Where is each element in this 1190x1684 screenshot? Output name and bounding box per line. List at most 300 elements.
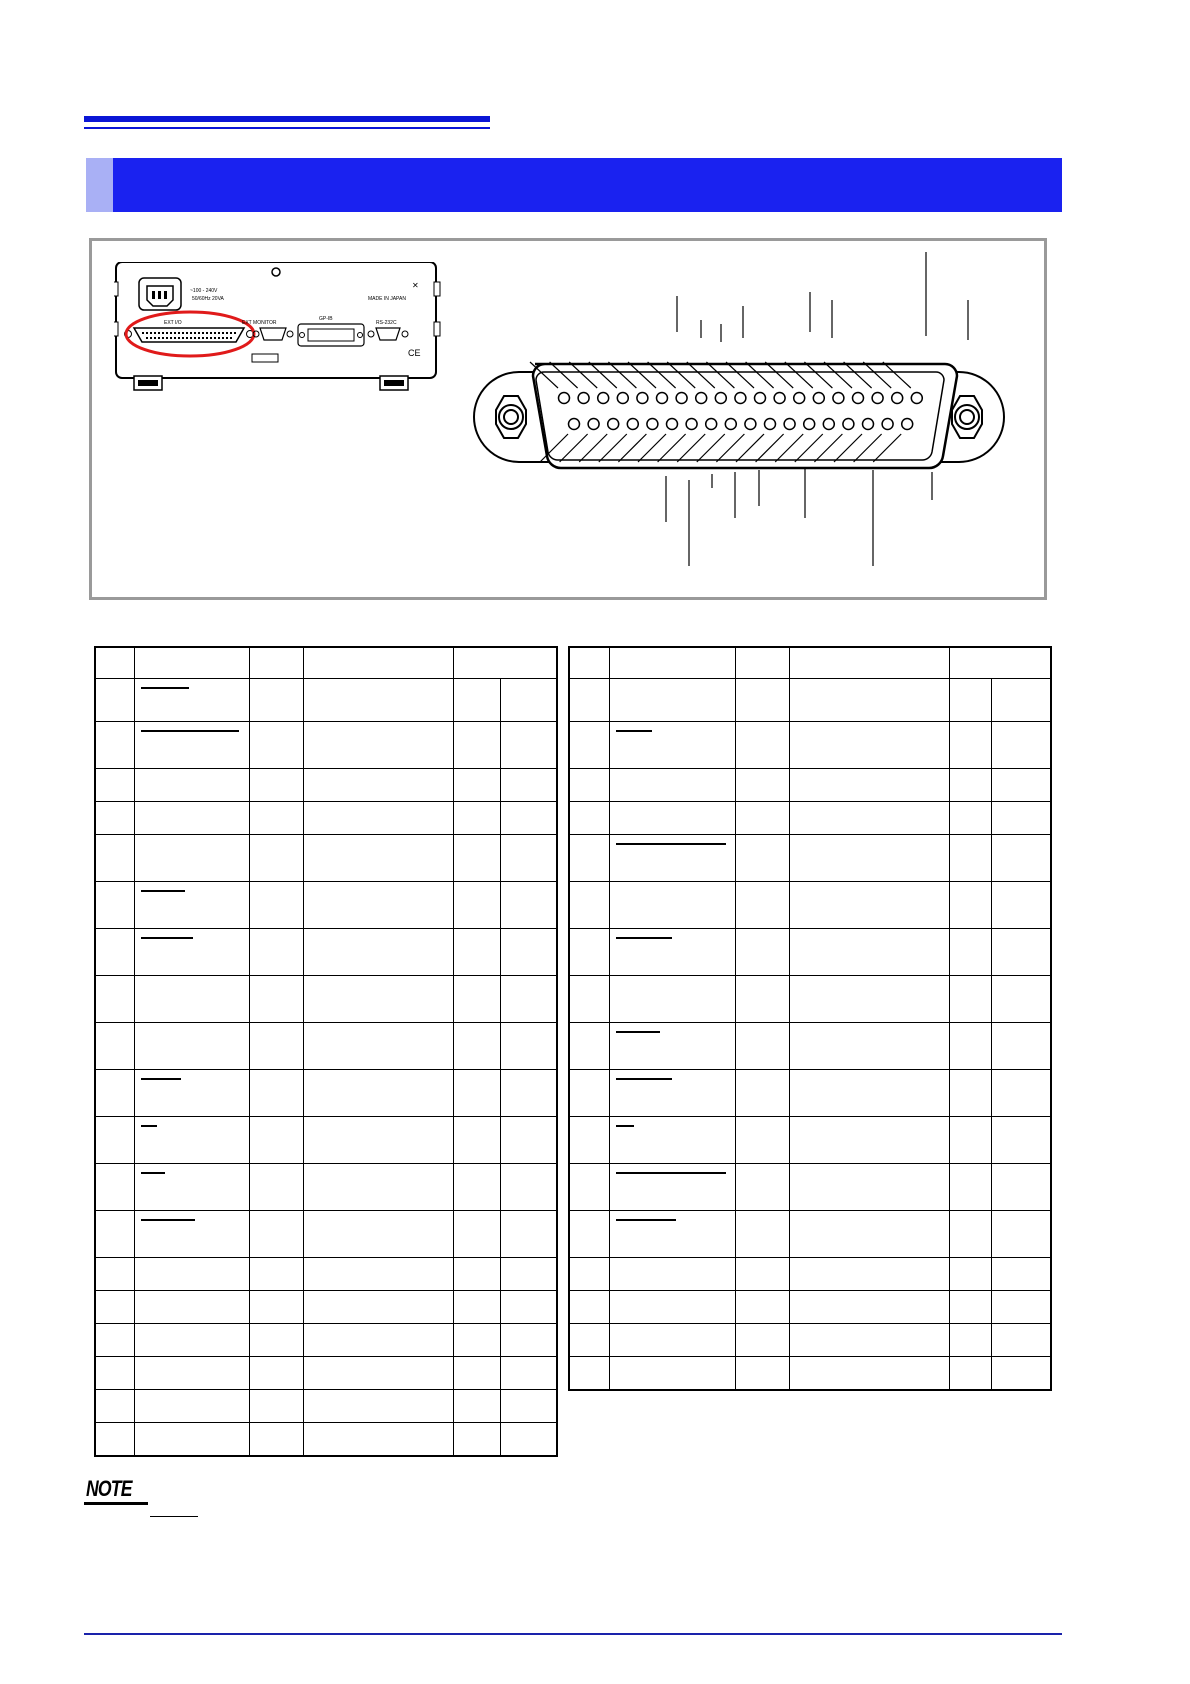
right-table-header-cell: [569, 647, 609, 679]
table-cell: [134, 1291, 249, 1324]
table-cell: [789, 1324, 949, 1357]
table-cell: [500, 722, 557, 769]
connector-pin: [696, 393, 707, 404]
table-row: [569, 976, 1051, 1023]
connector-pin: [578, 393, 589, 404]
left-table-header-row: [95, 647, 557, 679]
table-cell: [735, 1070, 789, 1117]
connector-pin: [706, 419, 717, 430]
connector-pin: [774, 393, 785, 404]
table-cell: [949, 802, 991, 835]
table-cell: [500, 1117, 557, 1164]
table-cell: [789, 802, 949, 835]
table-cell: [249, 1258, 303, 1291]
table-cell: [95, 1164, 134, 1211]
table-row: [569, 769, 1051, 802]
left-table-header-cell: [453, 647, 557, 679]
table-cell: [95, 1211, 134, 1258]
table-cell: [949, 929, 991, 976]
table-cell: [95, 976, 134, 1023]
table-cell: [249, 1423, 303, 1457]
table-cell: [569, 1357, 609, 1391]
table-cell: [453, 1211, 500, 1258]
signal-overline-bar: [141, 730, 239, 732]
table-cell: [949, 1291, 991, 1324]
table-cell: [303, 1390, 453, 1423]
table-row: [569, 722, 1051, 769]
table-cell: [500, 1324, 557, 1357]
connector-pin: [657, 393, 668, 404]
table-cell: [249, 929, 303, 976]
table-cell: [949, 1324, 991, 1357]
table-cell: [134, 929, 249, 976]
table-cell: [609, 1258, 735, 1291]
table-cell: [991, 835, 1051, 882]
table-cell: [735, 882, 789, 929]
table-cell: [303, 1117, 453, 1164]
gpib-label: GP-IB: [319, 316, 333, 322]
table-cell: [249, 835, 303, 882]
table-row: [569, 802, 1051, 835]
table-row: [95, 1258, 557, 1291]
table-cell: [500, 1023, 557, 1070]
note-underline: [84, 1502, 148, 1505]
table-cell: [303, 722, 453, 769]
header-rule-thin: [84, 127, 490, 129]
connector-pin: [833, 393, 844, 404]
table-cell: [453, 722, 500, 769]
table-row: [569, 1324, 1051, 1357]
connector-pin: [843, 419, 854, 430]
connector-pin: [813, 393, 824, 404]
table-cell: [303, 1258, 453, 1291]
left-table-header-cell: [134, 647, 249, 679]
connector-pin: [667, 419, 678, 430]
table-cell: [609, 722, 735, 769]
table-cell: [95, 1291, 134, 1324]
table-cell: [453, 1291, 500, 1324]
table-cell: [609, 1324, 735, 1357]
table-cell: [991, 1258, 1051, 1291]
connector-pin: [823, 419, 834, 430]
table-cell: [303, 1324, 453, 1357]
table-row: [95, 882, 557, 929]
table-cell: [303, 1070, 453, 1117]
table-cell: [991, 1291, 1051, 1324]
table-cell: [949, 1211, 991, 1258]
table-cell: [95, 1117, 134, 1164]
table-row: [95, 1211, 557, 1258]
table-cell: [249, 1357, 303, 1390]
connector-pin: [637, 393, 648, 404]
table-cell: [134, 1070, 249, 1117]
table-cell: [453, 929, 500, 976]
table-cell: [303, 1291, 453, 1324]
table-cell: [991, 1023, 1051, 1070]
table-cell: [303, 882, 453, 929]
table-cell: [95, 1324, 134, 1357]
connector-pin: [676, 393, 687, 404]
table-cell: [609, 976, 735, 1023]
table-cell: [991, 882, 1051, 929]
table-cell: [569, 929, 609, 976]
table-cell: [500, 802, 557, 835]
table-cell: [991, 802, 1051, 835]
table-cell: [991, 1324, 1051, 1357]
table-cell: [991, 1070, 1051, 1117]
connector-pin: [617, 393, 628, 404]
table-cell: [134, 1023, 249, 1070]
table-row: [95, 1357, 557, 1390]
table-cell: [569, 1291, 609, 1324]
table-row: [95, 976, 557, 1023]
table-row: [95, 679, 557, 722]
section-title-tab: [86, 158, 113, 212]
table-cell: [569, 1023, 609, 1070]
table-cell: [569, 1258, 609, 1291]
signal-overline-bar: [141, 687, 189, 689]
table-row: [95, 1390, 557, 1423]
table-cell: [735, 835, 789, 882]
pin-table-right: [568, 646, 1052, 1391]
table-cell: [249, 976, 303, 1023]
table-cell: [735, 1291, 789, 1324]
ce-mark: CE: [408, 348, 421, 358]
table-row: [569, 679, 1051, 722]
table-cell: [95, 929, 134, 976]
signal-overline-bar: [141, 937, 193, 939]
table-cell: [609, 769, 735, 802]
power-freq-label: 50/60Hz 20VA: [192, 296, 224, 302]
signal-overline-bar: [141, 890, 185, 892]
table-cell: [789, 1291, 949, 1324]
table-cell: [134, 1117, 249, 1164]
table-cell: [134, 1211, 249, 1258]
connector-pin: [902, 419, 913, 430]
table-cell: [303, 1423, 453, 1457]
signal-overline-bar: [616, 1031, 660, 1033]
connector-pin: [569, 419, 580, 430]
signal-overline-bar: [616, 1125, 634, 1127]
table-cell: [609, 1117, 735, 1164]
table-cell: [949, 1164, 991, 1211]
table-cell: [500, 882, 557, 929]
table-cell: [500, 835, 557, 882]
table-cell: [453, 1324, 500, 1357]
table-cell: [249, 1164, 303, 1211]
table-cell: [789, 976, 949, 1023]
table-cell: [500, 1423, 557, 1457]
table-cell: [569, 1211, 609, 1258]
table-cell: [453, 802, 500, 835]
table-cell: [500, 1390, 557, 1423]
table-cell: [735, 1211, 789, 1258]
table-cell: [249, 802, 303, 835]
left-table-header-cell: [249, 647, 303, 679]
table-cell: [134, 722, 249, 769]
table-cell: [303, 1357, 453, 1390]
table-row: [95, 1117, 557, 1164]
table-cell: [453, 1164, 500, 1211]
connector-pin: [647, 419, 658, 430]
connector-pin: [892, 393, 903, 404]
table-row: [95, 929, 557, 976]
table-cell: [303, 679, 453, 722]
table-cell: [949, 882, 991, 929]
table-cell: [569, 1117, 609, 1164]
mounting-nut-right: [952, 396, 982, 438]
connector-pin: [627, 419, 638, 430]
table-cell: [609, 1023, 735, 1070]
connector-pin: [794, 393, 805, 404]
table-cell: [95, 1357, 134, 1390]
weee-icon: ✕: [412, 281, 419, 290]
table-cell: [735, 976, 789, 1023]
table-cell: [303, 802, 453, 835]
table-cell: [453, 835, 500, 882]
signal-overline-bar: [616, 730, 652, 732]
table-cell: [789, 929, 949, 976]
table-cell: [991, 679, 1051, 722]
table-cell: [95, 722, 134, 769]
table-cell: [991, 1164, 1051, 1211]
table-cell: [569, 835, 609, 882]
connector-pin: [755, 393, 766, 404]
table-cell: [735, 679, 789, 722]
table-cell: [789, 835, 949, 882]
table-cell: [249, 1324, 303, 1357]
table-cell: [453, 679, 500, 722]
table-row: [95, 1324, 557, 1357]
table-row: [569, 1117, 1051, 1164]
table-row: [569, 882, 1051, 929]
table-cell: [569, 976, 609, 1023]
right-table-header-row: [569, 647, 1051, 679]
table-row: [95, 1164, 557, 1211]
connector-pin: [804, 419, 815, 430]
table-cell: [991, 929, 1051, 976]
table-cell: [949, 1258, 991, 1291]
table-cell: [609, 1164, 735, 1211]
table-cell: [134, 1258, 249, 1291]
table-cell: [95, 882, 134, 929]
table-cell: [95, 1258, 134, 1291]
signal-overline-bar: [616, 937, 672, 939]
table-cell: [95, 1390, 134, 1423]
table-row: [95, 1423, 557, 1457]
table-cell: [134, 769, 249, 802]
connector-pin: [559, 393, 570, 404]
connector-shell: [474, 364, 1004, 468]
section-title-bar: [86, 158, 1062, 212]
table-row: [95, 769, 557, 802]
table-cell: [991, 1357, 1051, 1391]
table-cell: [569, 1324, 609, 1357]
signal-overline-bar: [141, 1078, 181, 1080]
table-cell: [789, 1357, 949, 1391]
rs232c-label: RS-232C: [376, 320, 397, 326]
table-cell: [789, 769, 949, 802]
table-cell: [735, 1258, 789, 1291]
table-cell: [134, 1324, 249, 1357]
table-cell: [249, 1117, 303, 1164]
mounting-nut-left: [496, 396, 526, 438]
table-cell: [95, 1423, 134, 1457]
table-cell: [609, 1357, 735, 1391]
table-cell: [134, 1164, 249, 1211]
connector-pin: [765, 419, 776, 430]
table-cell: [949, 769, 991, 802]
connector-pin: [588, 419, 599, 430]
connector-pin: [882, 419, 893, 430]
table-cell: [134, 1423, 249, 1457]
table-cell: [95, 1023, 134, 1070]
table-cell: [735, 769, 789, 802]
table-cell: [949, 1023, 991, 1070]
table-row: [569, 1211, 1051, 1258]
table-cell: [500, 1164, 557, 1211]
table-cell: [500, 679, 557, 722]
table-cell: [789, 722, 949, 769]
pin-table-left: [94, 646, 558, 1457]
table-cell: [500, 1291, 557, 1324]
table-cell: [249, 1291, 303, 1324]
signal-overline-bar: [616, 1172, 726, 1174]
table-cell: [453, 1390, 500, 1423]
ext-io-connector-pinout: [470, 248, 1010, 578]
table-cell: [249, 1023, 303, 1070]
table-cell: [134, 679, 249, 722]
table-cell: [453, 1070, 500, 1117]
table-cell: [609, 882, 735, 929]
table-cell: [991, 976, 1051, 1023]
ext-monitor-label: EXT MONITOR: [242, 320, 277, 326]
table-cell: [500, 1357, 557, 1390]
table-cell: [500, 929, 557, 976]
table-cell: [249, 722, 303, 769]
table-cell: [609, 1291, 735, 1324]
table-cell: [134, 1390, 249, 1423]
table-cell: [789, 882, 949, 929]
table-cell: [453, 976, 500, 1023]
connector-pin: [853, 393, 864, 404]
table-cell: [949, 1070, 991, 1117]
table-cell: [303, 976, 453, 1023]
table-cell: [453, 1423, 500, 1457]
signal-overline-bar: [616, 1219, 676, 1221]
right-table-header-cell: [789, 647, 949, 679]
table-cell: [949, 679, 991, 722]
table-cell: [991, 722, 1051, 769]
connector-pin: [725, 419, 736, 430]
connector-pin: [745, 419, 756, 430]
table-cell: [453, 1258, 500, 1291]
table-cell: [569, 802, 609, 835]
note-heading: NOTE: [86, 1476, 132, 1501]
connector-pin: [598, 393, 609, 404]
table-cell: [789, 1164, 949, 1211]
table-cell: [134, 1357, 249, 1390]
table-cell: [949, 976, 991, 1023]
footer-rule: [84, 1633, 1062, 1635]
table-cell: [95, 769, 134, 802]
table-row: [95, 1070, 557, 1117]
power-rating-label: ~100 - 240V: [190, 288, 218, 294]
table-cell: [569, 1070, 609, 1117]
right-table-header-cell: [609, 647, 735, 679]
table-row: [569, 1258, 1051, 1291]
table-cell: [453, 1357, 500, 1390]
table-row: [95, 1023, 557, 1070]
table-cell: [569, 679, 609, 722]
table-cell: [569, 769, 609, 802]
table-cell: [249, 1070, 303, 1117]
table-cell: [569, 1164, 609, 1211]
table-cell: [609, 835, 735, 882]
table-row: [569, 1291, 1051, 1324]
table-cell: [95, 835, 134, 882]
table-cell: [500, 976, 557, 1023]
ext-io-label: EXT I/O: [164, 320, 182, 326]
table-cell: [735, 1324, 789, 1357]
table-cell: [453, 769, 500, 802]
table-cell: [789, 679, 949, 722]
table-row: [95, 835, 557, 882]
table-cell: [949, 835, 991, 882]
note-rule: [150, 1516, 198, 1517]
table-cell: [303, 1164, 453, 1211]
header-rule-thick: [84, 116, 490, 122]
table-cell: [303, 929, 453, 976]
table-row: [569, 929, 1051, 976]
table-cell: [500, 1211, 557, 1258]
right-table-header-cell: [949, 647, 1051, 679]
table-cell: [735, 1023, 789, 1070]
table-cell: [735, 1357, 789, 1391]
connector-pin: [735, 393, 746, 404]
made-in-label: MADE IN JAPAN: [368, 296, 406, 302]
table-row: [569, 1164, 1051, 1211]
table-cell: [569, 722, 609, 769]
rear-panel-illustration: [114, 262, 444, 402]
table-cell: [95, 1070, 134, 1117]
table-cell: [134, 835, 249, 882]
right-table-header-cell: [735, 647, 789, 679]
table-cell: [609, 1211, 735, 1258]
table-cell: [134, 882, 249, 929]
signal-overline-bar: [141, 1125, 157, 1127]
table-cell: [949, 1357, 991, 1391]
connector-pin: [686, 419, 697, 430]
table-row: [569, 835, 1051, 882]
table-cell: [949, 722, 991, 769]
table-cell: [453, 1023, 500, 1070]
signal-overline-bar: [141, 1219, 195, 1221]
table-cell: [735, 722, 789, 769]
table-cell: [609, 802, 735, 835]
connector-pin: [872, 393, 883, 404]
table-cell: [609, 929, 735, 976]
table-cell: [735, 1164, 789, 1211]
table-cell: [95, 802, 134, 835]
table-cell: [569, 882, 609, 929]
table-row: [569, 1023, 1051, 1070]
table-row: [95, 722, 557, 769]
signal-overline-bar: [141, 1172, 165, 1174]
signal-overline-bar: [616, 843, 726, 845]
connector-pin: [863, 419, 874, 430]
table-cell: [453, 1117, 500, 1164]
